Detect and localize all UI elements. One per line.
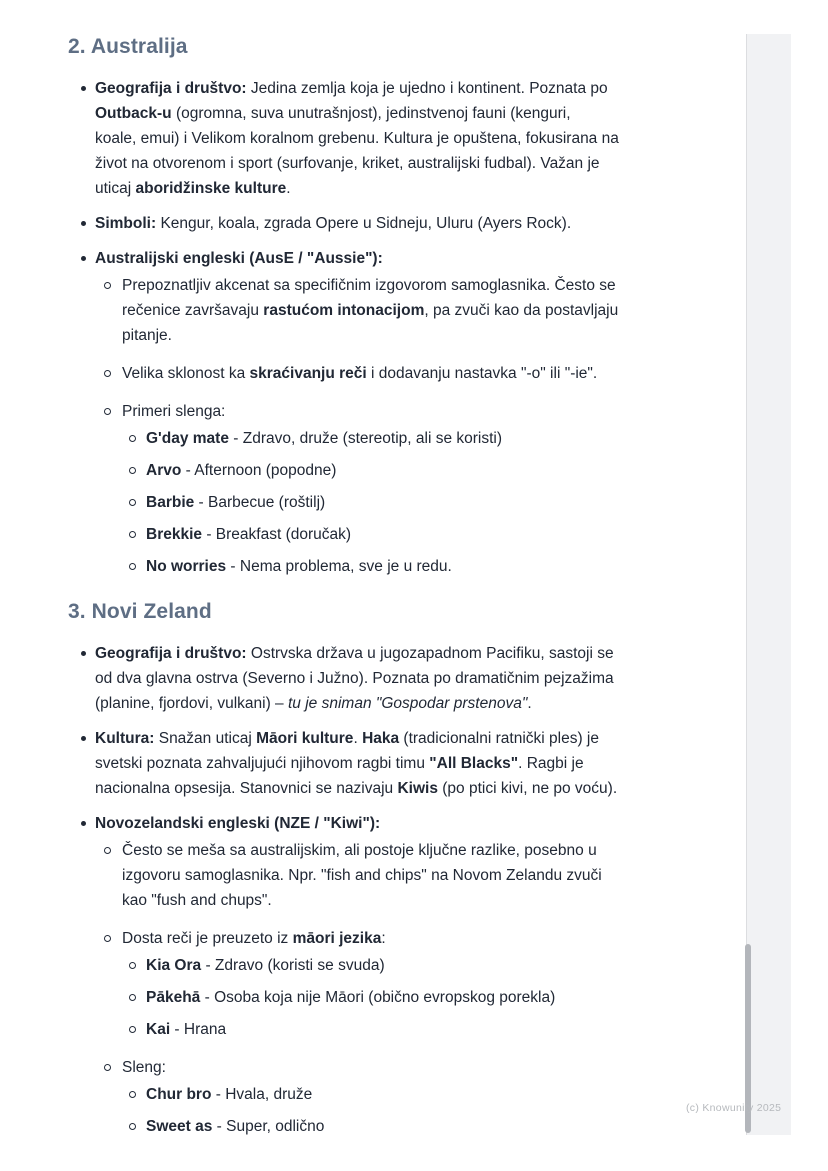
- text-segment: (po ptici kivi, ne po voću).: [437, 780, 618, 797]
- bullet-circle-icon: [129, 531, 136, 538]
- list-item: [95, 1055, 758, 1139]
- list-item: [68, 641, 758, 716]
- scrollbar-track[interactable]: [746, 34, 791, 1135]
- text-segment: Simboli:: [95, 215, 157, 232]
- text-segment: :: [381, 930, 386, 947]
- list-item-text: [146, 526, 351, 543]
- bullet-dot-icon: [81, 821, 86, 826]
- list-item-text: [146, 1118, 324, 1135]
- text-segment: Ostrvska država u jugozapadnom Pacifiku, sastoji se: [246, 645, 614, 662]
- bullet-list-level-3: [122, 1082, 758, 1139]
- list-item-text: [122, 930, 386, 947]
- list-item-text: [95, 815, 380, 832]
- list-item: [122, 1017, 758, 1042]
- list-item-text: [95, 730, 617, 797]
- list-item-text: [95, 215, 571, 232]
- bullet-list-level-1: [68, 641, 758, 1139]
- text-segment: Novozelandski engleski (NZE / "Kiwi"):: [95, 815, 381, 832]
- list-item: [68, 76, 758, 201]
- bullet-circle-icon: [104, 370, 111, 377]
- text-segment: Geografija i društvo:: [95, 645, 247, 662]
- bullet-dot-icon: [81, 736, 86, 741]
- text-segment: Kia Ora: [146, 957, 202, 974]
- text-segment: Kai: [146, 1021, 171, 1038]
- list-item-text: [122, 403, 225, 420]
- text-segment: Dosta reči je preuzeto iz: [122, 930, 293, 947]
- text-segment: nacionalna opsesija. Stanovnici se nazivaju: [95, 780, 398, 797]
- watermark: (c) Knowunity 2025: [686, 1102, 782, 1114]
- text-segment: Jedina zemlja koja je ujedno i kontinent. Poznata po: [246, 80, 608, 97]
- bullet-list-level-1: [68, 76, 758, 579]
- list-item: [95, 399, 758, 579]
- text-segment: Haka: [362, 730, 400, 747]
- text-segment: Sweet as: [146, 1118, 213, 1135]
- bullet-circle-icon: [129, 499, 136, 506]
- text-segment: (planine, fjordovi, vulkani) –: [95, 695, 288, 712]
- bullet-circle-icon: [104, 1064, 111, 1071]
- text-segment: (tradicionalni ratnički ples) je: [399, 730, 599, 747]
- text-segment: rečenice završavaju: [122, 302, 264, 319]
- text-segment: - Nema problema, sve je u redu.: [226, 558, 452, 575]
- text-segment: māori jezika: [292, 930, 382, 947]
- bullet-circle-icon: [129, 435, 136, 442]
- text-segment: od dva glavna ostrva (Severno i Južno). Poznata po dramatičnim pejzažima: [95, 670, 614, 687]
- list-item: [122, 1114, 758, 1139]
- section-heading: 3. Novi Zeland: [68, 600, 212, 623]
- bullet-dot-icon: [81, 86, 86, 91]
- list-item-text: [95, 250, 383, 267]
- text-segment: Barbie: [146, 494, 195, 511]
- text-segment: Māori kulture: [256, 730, 354, 747]
- text-segment: Kengur, koala, zgrada Opere u Sidneju, Uluru (Ayers Rock).: [156, 215, 572, 232]
- text-segment: svetski poznata zahvaljujući njihovom ragbi timu: [95, 755, 430, 772]
- document-section: [68, 599, 758, 1139]
- bullet-dot-icon: [81, 221, 86, 226]
- list-item: [95, 273, 758, 348]
- bullet-list-level-2: [95, 273, 758, 579]
- bullet-dot-icon: [81, 256, 86, 261]
- list-item-text: [95, 645, 614, 712]
- text-segment: i dodavanju nastavka "-o" ili "-ie".: [366, 365, 598, 382]
- bullet-list-level-3: [122, 953, 758, 1042]
- text-segment: - Hrana: [170, 1021, 227, 1038]
- text-segment: Velika sklonost ka: [122, 365, 250, 382]
- list-item: [68, 811, 758, 1139]
- bullet-circle-icon: [129, 1091, 136, 1098]
- list-item-text: [146, 462, 336, 479]
- list-item-text: [146, 989, 555, 1006]
- text-segment: život na otvorenom i sport (surfovanje, kriket, australijski fudbal). Važan je: [95, 155, 600, 172]
- list-item: [122, 953, 758, 978]
- text-segment: Snažan uticaj: [154, 730, 257, 747]
- list-item-text: [122, 1059, 166, 1076]
- text-segment: Brekkie: [146, 526, 203, 543]
- list-item: [95, 926, 758, 1042]
- bullet-circle-icon: [129, 563, 136, 570]
- list-item-text: [122, 842, 602, 909]
- text-segment: Sleng:: [122, 1059, 166, 1076]
- text-segment: Pākehā: [146, 989, 201, 1006]
- text-segment: tu je sniman "Gospodar prstenova": [288, 695, 528, 712]
- list-item: [122, 985, 758, 1010]
- text-segment: kao "fush and chups".: [122, 892, 272, 909]
- text-segment: - Barbecue (roštilj): [194, 494, 326, 511]
- list-item-text: [122, 365, 597, 382]
- bullet-circle-icon: [129, 1123, 136, 1130]
- list-item: [68, 726, 758, 801]
- text-segment: Geografija i društvo:: [95, 80, 247, 97]
- text-segment: Chur bro: [146, 1086, 212, 1103]
- text-segment: - Zdravo, druže (stereotip, ali se koristi): [228, 430, 503, 447]
- text-segment: Često se meša sa australijskim, ali postoje ključne razlike, posebno u: [122, 842, 597, 859]
- bullet-list-level-2: [95, 838, 758, 1139]
- text-segment: .: [286, 180, 291, 197]
- list-item: [95, 838, 758, 913]
- text-segment: aboridžinske kulture: [135, 180, 287, 197]
- list-item-text: [146, 558, 452, 575]
- bullet-circle-icon: [129, 1026, 136, 1033]
- text-segment: Primeri slenga:: [122, 403, 226, 420]
- list-item-text: [146, 494, 325, 511]
- text-segment: Kiwis: [397, 780, 438, 797]
- text-segment: - Zdravo (koristi se svuda): [201, 957, 385, 974]
- list-item-text: [95, 80, 619, 197]
- list-item-text: [146, 1086, 312, 1103]
- list-item: [122, 1082, 758, 1107]
- list-item: [122, 522, 758, 547]
- text-segment: - Hvala, druže: [211, 1086, 313, 1103]
- document-section: [68, 34, 758, 579]
- text-segment: "All Blacks": [429, 755, 519, 772]
- list-item: [122, 554, 758, 579]
- list-item-text: [122, 277, 618, 344]
- list-item-text: [146, 957, 385, 974]
- text-segment: Arvo: [146, 462, 182, 479]
- text-segment: Outback-u: [95, 105, 172, 122]
- text-segment: (ogromna, suva unutrašnjost), jedinstvenoj fauni (kenguri,: [171, 105, 571, 122]
- text-segment: - Afternoon (popodne): [181, 462, 337, 479]
- list-item: [122, 426, 758, 451]
- list-item: [122, 458, 758, 483]
- bullet-circle-icon: [104, 282, 111, 289]
- text-segment: G'day mate: [146, 430, 229, 447]
- text-segment: , pa zvuči kao da postavljaju: [424, 302, 619, 319]
- bullet-dot-icon: [81, 651, 86, 656]
- text-segment: Australijski engleski (AusE / "Aussie"):: [95, 250, 383, 267]
- text-segment: - Super, odlično: [212, 1118, 325, 1135]
- document-content: [68, 34, 758, 1152]
- text-segment: koale, emui) i Velikom koralnom grebenu. Kultura je opuštena, fokusirana na: [95, 130, 619, 147]
- section-heading: 2. Australija: [68, 35, 188, 58]
- text-segment: izgovoru samoglasnika. Npr. "fish and chips" na Novom Zelandu zvuči: [122, 867, 602, 884]
- bullet-circle-icon: [104, 935, 111, 942]
- bullet-circle-icon: [104, 408, 111, 415]
- bullet-circle-icon: [129, 962, 136, 969]
- list-item-text: [146, 430, 502, 447]
- bullet-circle-icon: [104, 847, 111, 854]
- text-segment: . Ragbi je: [518, 755, 584, 772]
- bullet-list-level-3: [122, 426, 758, 579]
- text-segment: No worries: [146, 558, 227, 575]
- text-segment: - Breakfast (doručak): [202, 526, 352, 543]
- list-item: [95, 361, 758, 386]
- list-item: [122, 490, 758, 515]
- text-segment: Kultura:: [95, 730, 155, 747]
- bullet-circle-icon: [129, 994, 136, 1001]
- list-item-text: [146, 1021, 226, 1038]
- text-segment: .: [353, 730, 363, 747]
- text-segment: pitanje.: [122, 327, 172, 344]
- text-segment: - Osoba koja nije Māori (obično evropskog porekla): [200, 989, 556, 1006]
- text-segment: uticaj: [95, 180, 136, 197]
- text-segment: Prepoznatljiv akcenat sa specifičnim izgovorom samoglasnika. Često se: [122, 277, 616, 294]
- list-item: [68, 246, 758, 579]
- list-item: [68, 211, 758, 236]
- text-segment: .: [527, 695, 532, 712]
- bullet-circle-icon: [129, 467, 136, 474]
- text-segment: rastućom intonacijom: [263, 302, 425, 319]
- text-segment: skraćivanju reči: [249, 365, 367, 382]
